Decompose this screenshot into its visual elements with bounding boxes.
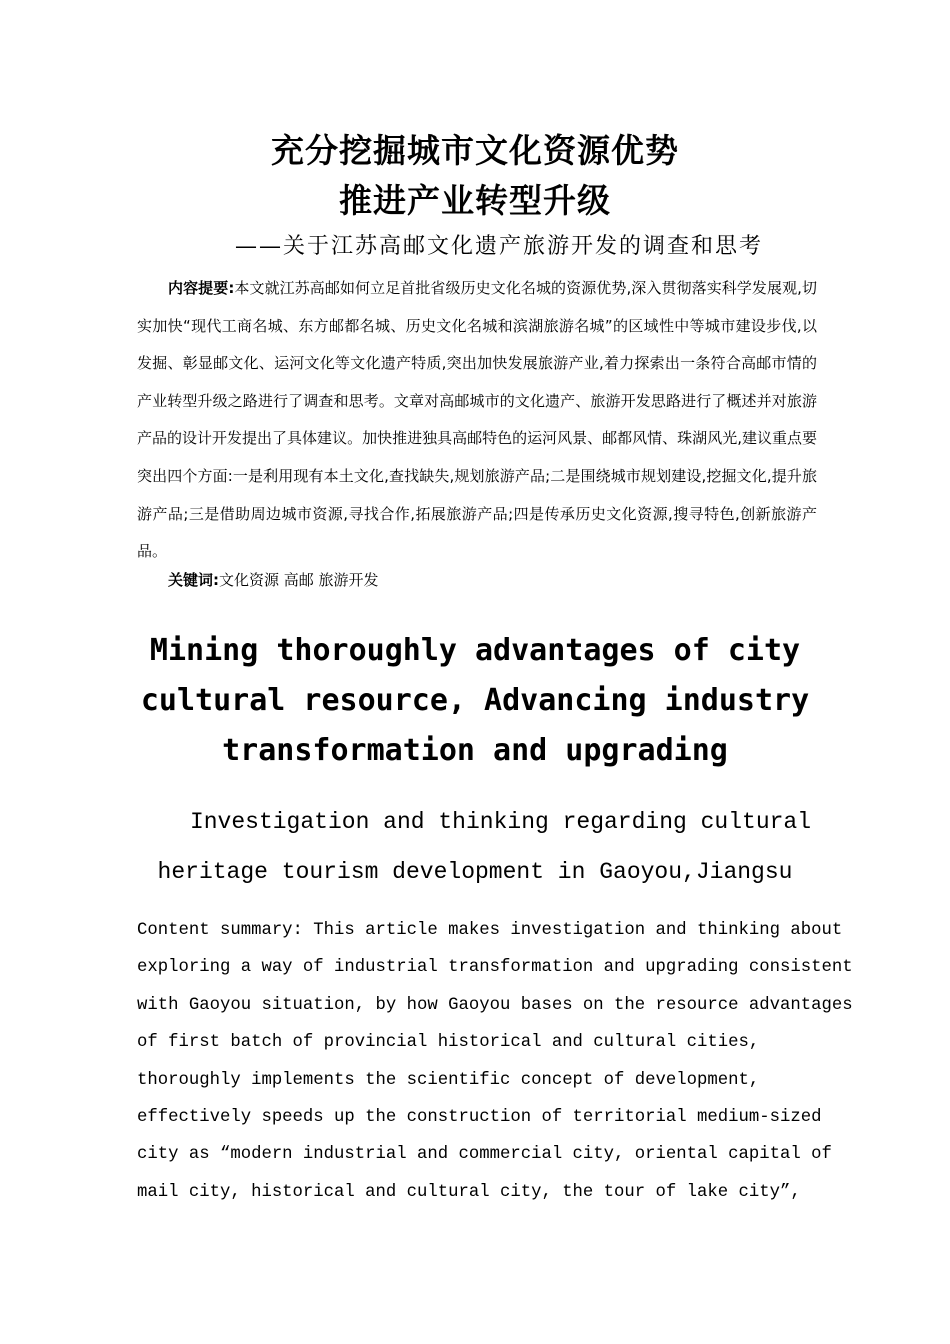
chinese-abstract-text: 本文就江苏高邮如何立足首批省级历史文化名城的资源优势,深入贯彻落实科学发展观,切实加快“现代工商名城、东方邮都名城、历史文化名城和滨湖旅游名城”的区域性中等城市建设步伐,以发掘、彰显邮文化、运河文化等文化遗产特质,突出加快发展旅游产业,着力探索出一条符合高邮市情的产业转型升级之路进行了调查和思考。文章对高邮城市的文化遗产、旅游开发思路进行了概述并对旅游产品的设计开发提出了具体建议。加快推进独具高邮特色的运河风景、邮都风情、珠湖风光,建议重点要突出四个方面:一是利用现有本土文化,查找缺失,规划旅游产品;二是围绕城市规划建设,挖掘文化,提升旅游产品;三是借助周边城市资源,寻找合作,拓展旅游产品;四是传承历史文化资源,搜寻特色,创新旅游产品。 xyxy=(137,279,818,561)
english-title-line-3: transformation and upgrading xyxy=(222,733,728,768)
english-abstract-line: with Gaoyou situation, by how Gaoyou bases on the resource advantages xyxy=(137,996,853,1015)
english-subtitle-line-1: Investigation and thinking regarding cultural xyxy=(189,809,812,835)
english-abstract-line: city as “modern industrial and commercial city, oriental capital of xyxy=(137,1145,832,1164)
english-abstract-line: mail city, historical and cultural city, the tour of lake city”, xyxy=(137,1183,801,1202)
chinese-abstract-label: 内容提要: xyxy=(168,279,235,297)
english-abstract-line: Content summary: This article makes investigation and thinking about xyxy=(137,921,843,940)
chinese-keywords-text: 文化资源 高邮 旅游开发 xyxy=(219,571,379,589)
english-subtitle-line-2: heritage tourism development in Gaoyou,Jiangsu xyxy=(157,859,793,885)
chinese-keywords xyxy=(168,565,808,595)
english-title-line-2: cultural resource, Advancing industry xyxy=(140,683,810,718)
english-title-line-1: Mining thoroughly advantages of city xyxy=(149,633,801,668)
english-abstract-line: of first batch of provincial historical and cultural cities, xyxy=(137,1033,760,1052)
english-abstract-line: thoroughly implements the scientific concept of development, xyxy=(137,1071,760,1090)
chinese-keywords-label: 关键词: xyxy=(168,571,219,589)
chinese-title-line-1: 充分挖掘城市文化资源优势 xyxy=(271,131,679,170)
chinese-abstract xyxy=(137,270,817,571)
chinese-title-line-2: 推进产业转型升级 xyxy=(339,181,611,220)
english-abstract-line: effectively speeds up the construction of territorial medium-sized xyxy=(137,1108,822,1127)
chinese-subtitle: ——关于江苏高邮文化遗产旅游开发的调查和思考 xyxy=(235,234,764,259)
english-abstract-line: exploring a way of industrial transformation and upgrading consistent xyxy=(137,958,853,977)
